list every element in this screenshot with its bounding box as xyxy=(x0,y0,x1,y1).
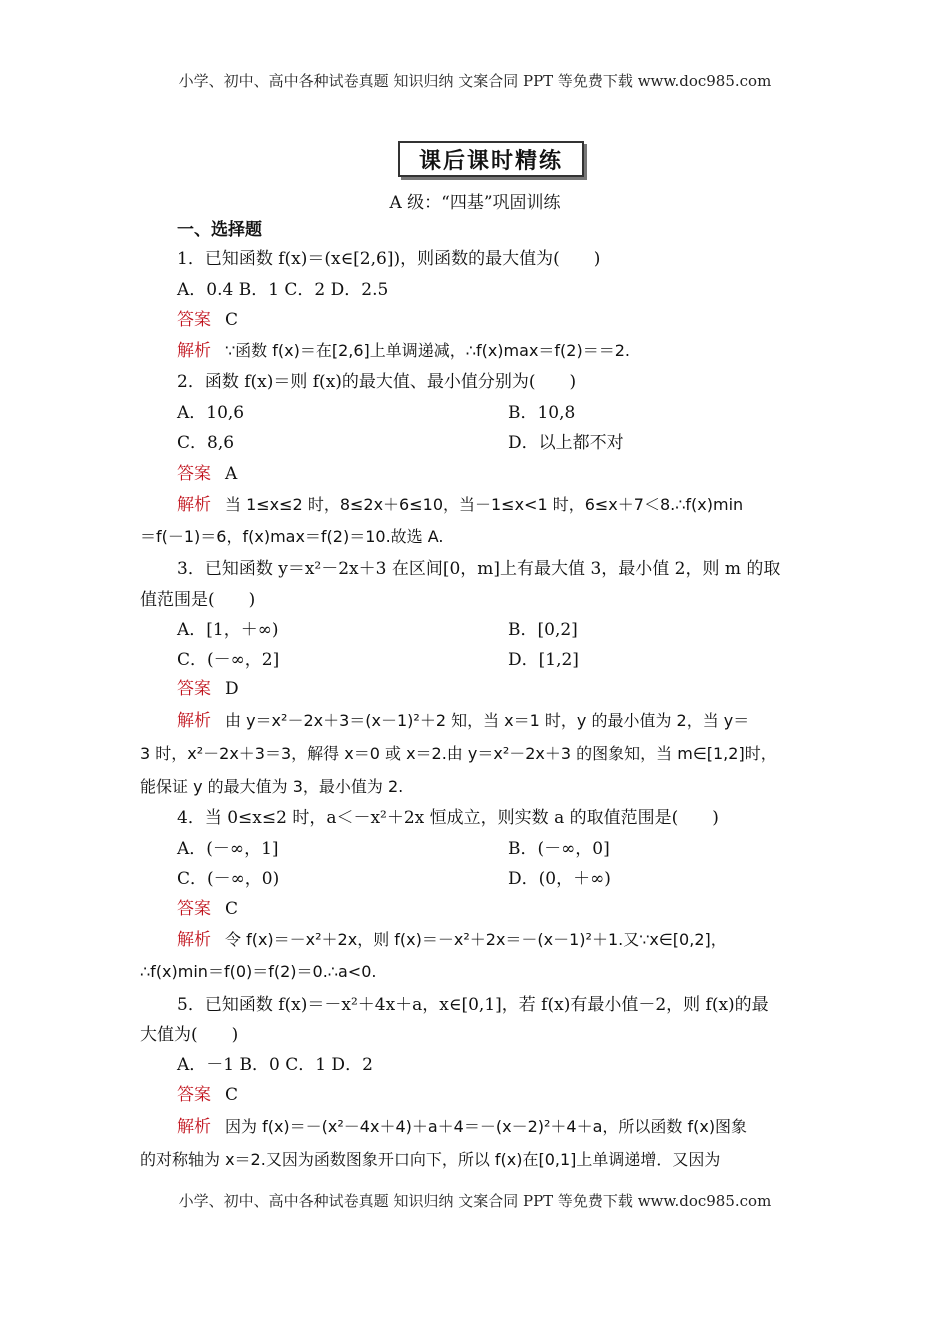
analysis-label: 解析 xyxy=(177,711,211,731)
q3-analysis-1: 由 y＝x²－2x＋3＝(x－1)²＋2 知，当 x＝1 时，y 的最小值为 2，当 y＝ xyxy=(225,711,750,730)
page-footer: 小学、初中、高中各种试卷真题 知识归纳 文案合同 PPT 等免费下载 www.doc985.com xyxy=(178,1192,772,1210)
q2-option-b: B．10,8 xyxy=(508,403,576,423)
q2-answer: A xyxy=(225,464,238,484)
analysis-label: 解析 xyxy=(177,1117,211,1137)
q3-analysis-row xyxy=(177,710,749,732)
q1-stem: 1．已知函数 f(x)＝(x∈[2,6])，则函数的最大值为( ) xyxy=(177,249,601,269)
q2-analysis-2: ＝f(－1)＝6，f(x)max＝f(2)＝10.故选 A. xyxy=(140,527,444,546)
q3-stem-2: 值范围是( ) xyxy=(140,590,256,610)
q3-analysis-2: 3 时，x²－2x＋3＝3，解得 x＝0 或 x＝2.由 y＝x²－2x＋3 的图象知，当 m∈[1,2]时， xyxy=(140,744,777,763)
q4-analysis-2: ∴f(x)min＝f(0)＝f(2)＝0.∴a<0. xyxy=(140,962,377,981)
q5-analysis-row xyxy=(177,1116,747,1138)
q2-answer-row xyxy=(177,463,237,485)
q3-analysis-3: 能保证 y 的最大值为 3，最小值为 2. xyxy=(140,777,404,796)
q2-stem: 2．函数 f(x)＝则 f(x)的最大值、最小值分别为( ) xyxy=(177,372,577,392)
q4-option-d: D．(0，＋∞) xyxy=(508,869,611,889)
analysis-label: 解析 xyxy=(177,495,211,515)
q1-answer-row xyxy=(177,309,238,331)
q5-analysis-2: 的对称轴为 x＝2.又因为函数图象开口向下，所以 f(x)在[0,1]上单调递增．又因为 xyxy=(140,1150,721,1169)
page-title: 课后课时精练 xyxy=(398,141,584,177)
q4-option-c: C．(－∞，0) xyxy=(177,869,280,889)
q1-answer: C xyxy=(225,310,239,330)
q5-stem-2: 大值为( ) xyxy=(140,1025,239,1045)
analysis-label: 解析 xyxy=(177,930,211,950)
level-subtitle: A 级：“四基”巩固训练 xyxy=(389,193,561,213)
q2-analysis-row xyxy=(177,494,743,516)
q1-analysis-row xyxy=(177,340,630,362)
q4-answer: C xyxy=(225,899,239,919)
q5-analysis-1: 因为 f(x)＝－(x²－4x＋4)＋a＋4＝－(x－2)²＋4＋a，所以函数 f(x)图象 xyxy=(225,1117,748,1136)
page-header: 小学、初中、高中各种试卷真题 知识归纳 文案合同 PPT 等免费下载 www.doc985.com xyxy=(178,72,772,90)
q4-option-a: A．(－∞，1] xyxy=(177,839,279,859)
answer-label: 答案 xyxy=(177,464,211,484)
q5-options: A．－1 B．0 C．1 D．2 xyxy=(177,1055,373,1075)
q3-answer: D xyxy=(225,679,239,699)
q2-option-a: A．10,6 xyxy=(177,403,245,423)
q4-option-b: B．(－∞，0] xyxy=(508,839,610,859)
q5-stem-1: 5．已知函数 f(x)＝－x²＋4x＋a，x∈[0,1]，若 f(x)有最小值－2，则 f(x)的最 xyxy=(177,995,769,1015)
q3-option-d: D．[1,2] xyxy=(508,650,579,670)
answer-label: 答案 xyxy=(177,899,211,919)
section-heading: 一、选择题 xyxy=(177,220,262,240)
q5-answer-row xyxy=(177,1084,238,1106)
q3-option-c: C．(－∞，2] xyxy=(177,650,280,670)
q1-analysis: ∵函数 f(x)＝在[2,6]上单调递减，∴f(x)max＝f(2)＝＝2. xyxy=(225,341,630,360)
answer-label: 答案 xyxy=(177,310,211,330)
q3-option-a: A．[1，＋∞) xyxy=(177,620,279,640)
q2-option-c: C．8,6 xyxy=(177,433,235,453)
answer-label: 答案 xyxy=(177,1085,211,1105)
analysis-label: 解析 xyxy=(177,341,211,361)
q3-option-b: B．[0,2] xyxy=(508,620,578,640)
answer-label: 答案 xyxy=(177,679,211,699)
q4-analysis-row xyxy=(177,929,727,951)
q4-analysis-1: 令 f(x)＝－x²＋2x，则 f(x)＝－x²＋2x＝－(x－1)²＋1.又∵x∈[0,2]， xyxy=(225,930,727,949)
q3-answer-row xyxy=(177,678,239,700)
q1-options: A．0.4 B．1 C．2 D．2.5 xyxy=(177,280,389,300)
q3-stem-1: 3．已知函数 y＝x²－2x＋3 在区间[0，m]上有最大值 3，最小值 2，则 m 的取 xyxy=(177,559,781,579)
q4-answer-row xyxy=(177,898,238,920)
q2-option-d: D．以上都不对 xyxy=(508,433,624,453)
q5-answer: C xyxy=(225,1085,239,1105)
q4-stem: 4．当 0≤x≤2 时，a＜－x²＋2x 恒成立，则实数 a 的取值范围是( ) xyxy=(177,808,719,828)
q2-analysis-1: 当 1≤x≤2 时，8≤2x＋6≤10，当－1≤x<1 时，6≤x＋7＜8.∴f(x)min xyxy=(225,495,744,514)
